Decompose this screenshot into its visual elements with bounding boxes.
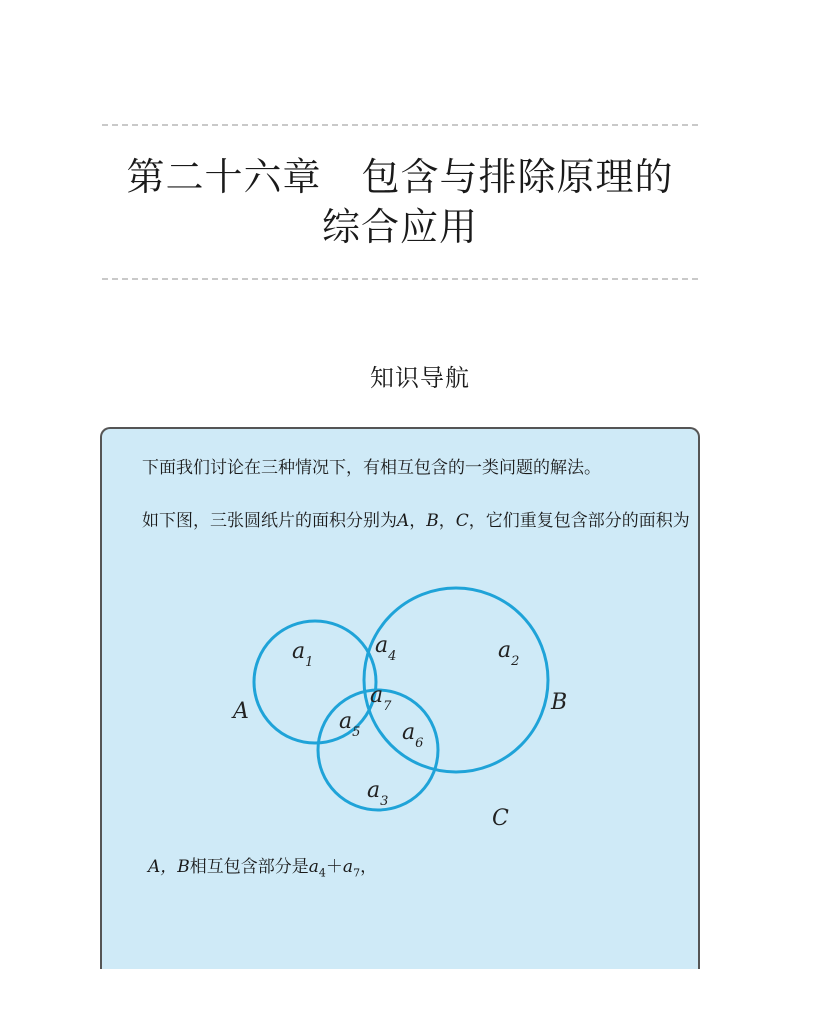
top-dashed-divider [102,124,698,126]
venn-diagram [222,589,568,839]
section-heading: 知识导航 [370,364,470,392]
chapter-title-line2: 综合应用 [321,205,478,249]
knowledge-box [100,427,700,969]
var-ab: A，B [148,857,190,877]
circle-b [364,588,548,772]
var-c: C [455,511,469,531]
region-label-a1: $a_1$ [292,639,314,670]
region-label-a3: $a_3$ [367,778,389,809]
region-label-a7: $a_7$ [370,683,392,714]
chapter-title-text: 包含与排除原理的 [361,155,674,199]
circle-label-a: A [233,699,249,724]
region-label-a6: $a_6$ [402,720,424,751]
circle-label-c: C [492,806,509,831]
intro-paragraph: 下面我们讨论在三种情况下，有相互包含的一类问题的解法。 [142,458,601,478]
var-b: B [426,511,439,531]
circle-label-b: B [551,690,568,715]
region-label-a5: $a_5$ [339,709,361,740]
chapter-title [0,152,800,252]
intersection-paragraph: A，B相互包含部分是$a_4+a_7$， [148,857,378,880]
areas-paragraph: 如下图，三张圆纸片的面积分别为A，B，C，它们重复包含部分的面积为 [142,511,690,531]
chapter-number: 第二十六章 [126,155,322,199]
chapter-title-line1 [0,152,800,202]
bottom-dashed-divider [102,278,698,280]
region-label-a2: $a_2$ [498,638,520,669]
var-a: A [397,511,410,531]
region-label-a4: $a_4$ [375,633,397,664]
